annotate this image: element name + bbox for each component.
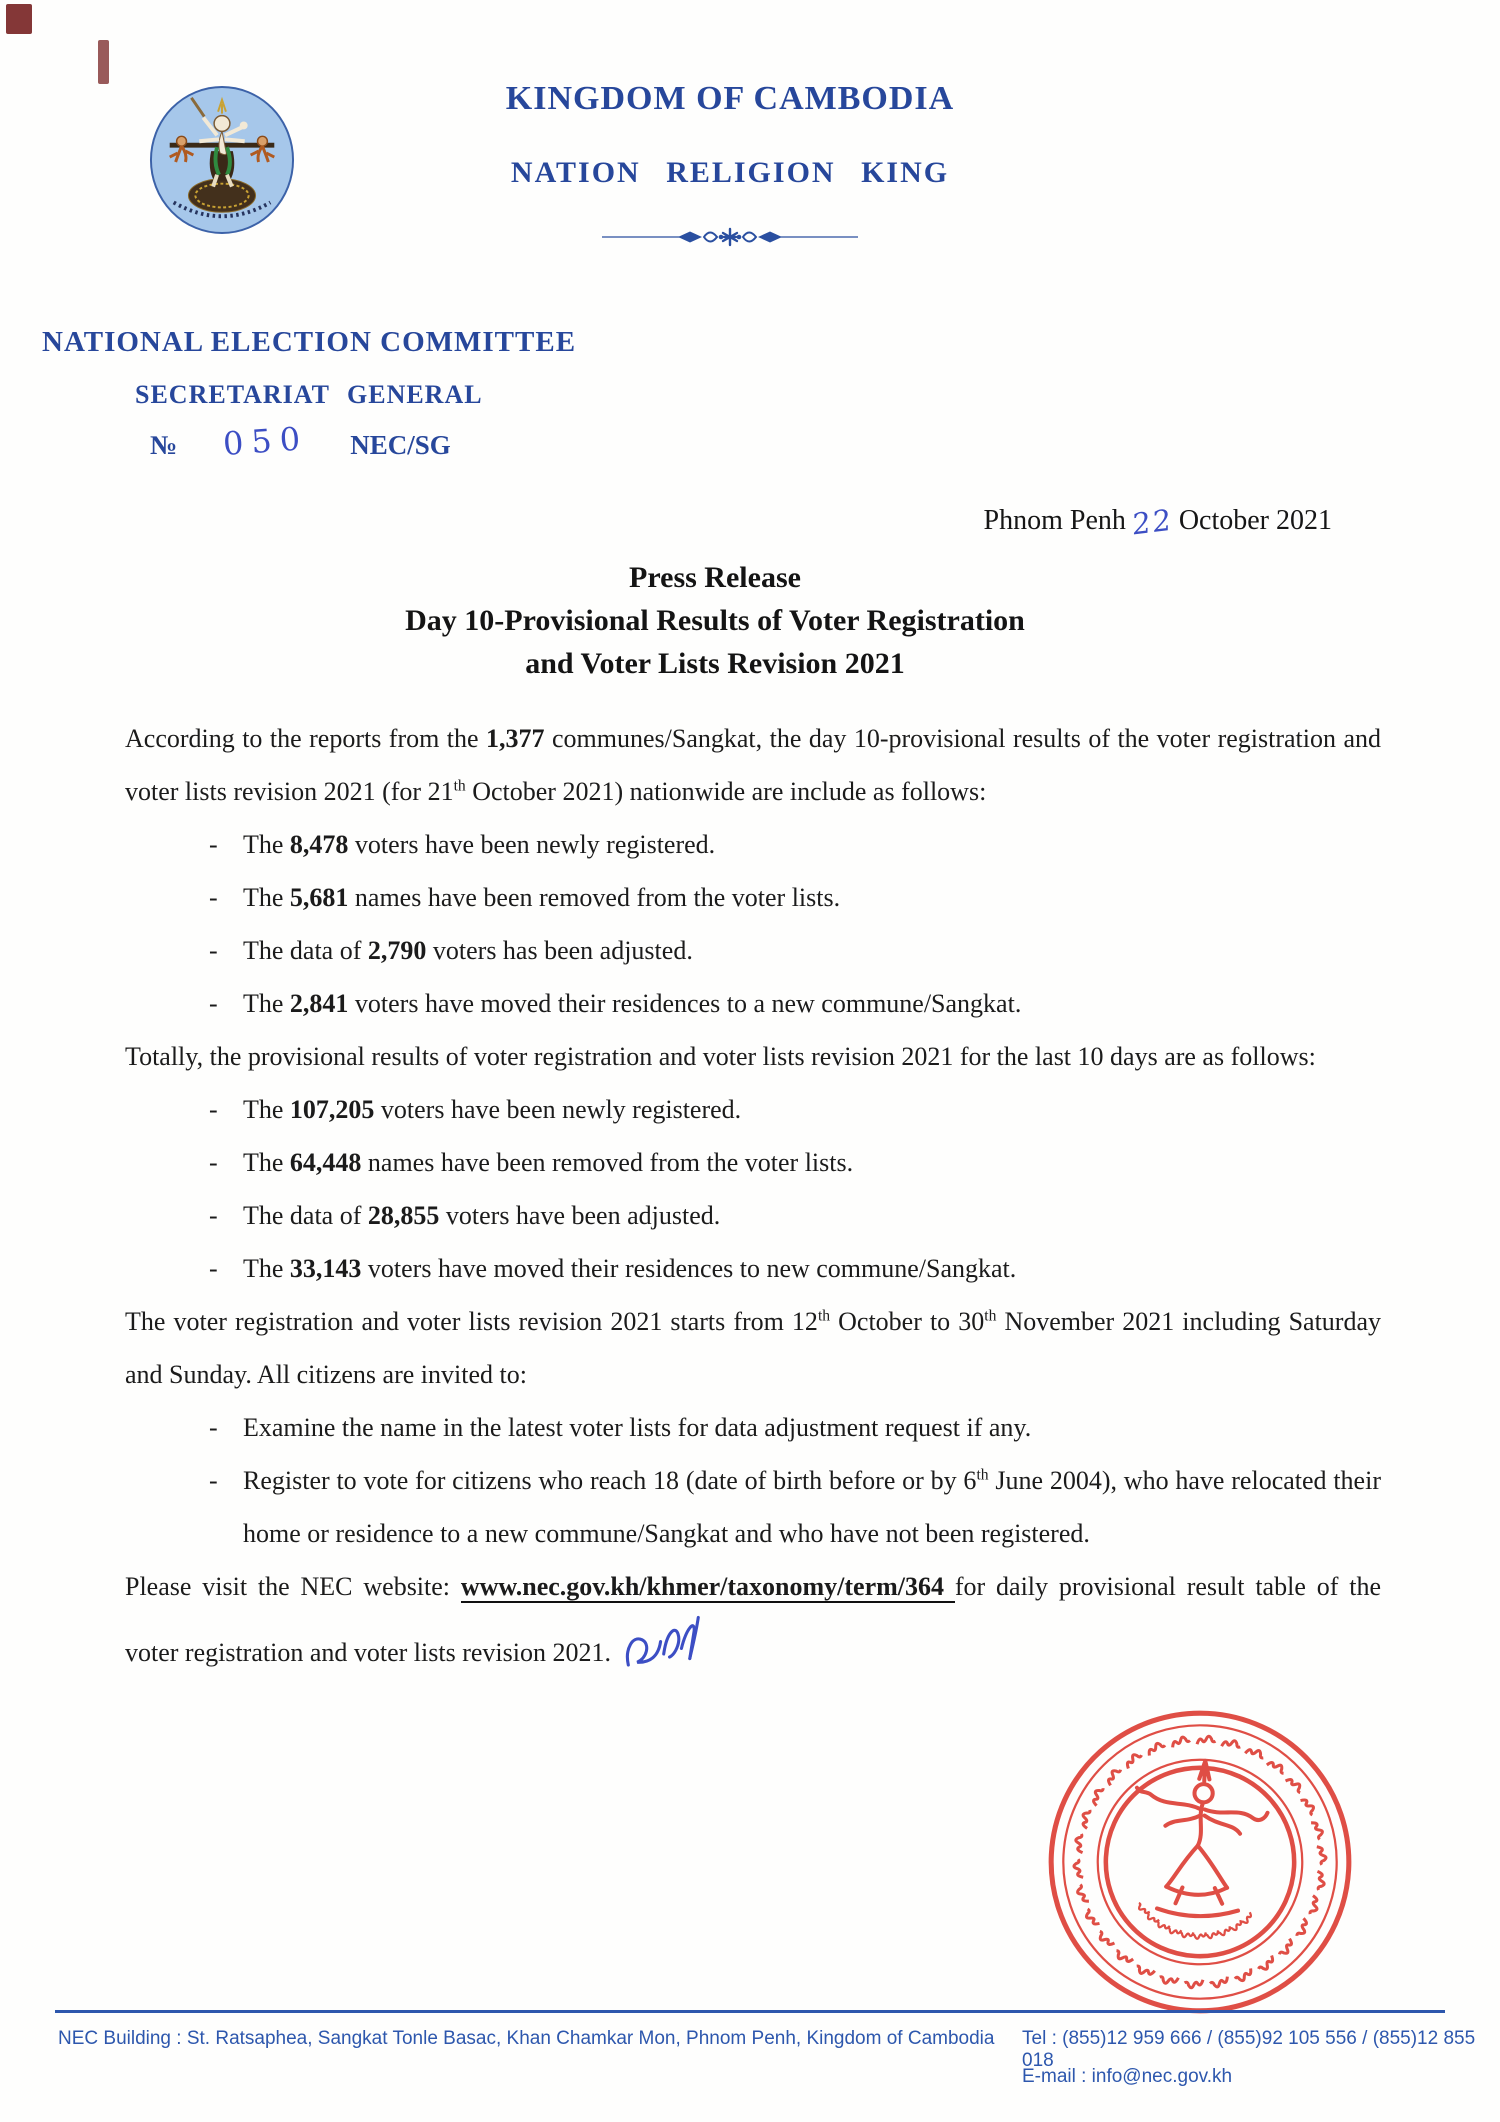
text-segment: th	[976, 1466, 989, 1484]
bullet-dash: -	[209, 1254, 218, 1283]
text-segment: th	[817, 1307, 831, 1325]
text-segment: 2,841	[289, 989, 349, 1018]
text-segment: The voter registration and voter lists revision 2021 starts from 12	[125, 1307, 818, 1336]
bullet-text	[243, 1454, 1381, 1560]
paragraph	[125, 1295, 1381, 1401]
text-segment: th	[453, 777, 466, 795]
bullet-text	[243, 924, 1381, 977]
text-segment: November 2021 including Saturday and Sunday. All citizens are invited to:	[125, 1307, 1381, 1389]
bullet-item	[125, 1189, 1381, 1242]
bullet-item	[125, 818, 1381, 871]
bullet-item	[125, 1401, 1381, 1454]
stamp-rings	[1044, 1706, 1357, 2019]
text-segment: 33,143	[289, 1254, 362, 1283]
text-segment: June 2004), who have relocated their home or residence to a new commune/Sangkat and who have not been registered.	[243, 1466, 1381, 1548]
footer-divider	[55, 2010, 1445, 2013]
handwritten-day: 22	[1131, 502, 1173, 542]
footer-telephone: Tel : (855)12 959 666 / (855)92 105 556 / (855)12 855 018	[1022, 2028, 1476, 2071]
text-segment: 8,478	[289, 830, 349, 859]
bullet-item	[125, 924, 1381, 977]
text-segment: Please visit the NEC website:	[125, 1572, 461, 1601]
bullet-item	[125, 1083, 1381, 1136]
bullet-dash: -	[209, 883, 218, 912]
text-segment: voters have moved their residences to new commune/Sangkat.	[361, 1254, 1017, 1283]
footer-email: E-mail : info@nec.gov.kh	[1022, 2066, 1233, 2087]
title-line-1: Press Release	[629, 561, 801, 594]
bullet-text	[243, 871, 1381, 924]
text-segment: 28,855	[367, 1201, 440, 1230]
paragraph	[125, 1560, 1381, 1679]
dateline-month-year: October 2021	[1178, 505, 1332, 536]
bullet-text	[243, 1189, 1381, 1242]
bullet-dash: -	[209, 1466, 218, 1495]
text-segment: voters have moved their residences to a new commune/Sangkat.	[348, 989, 1022, 1018]
scan-artifact	[6, 4, 32, 34]
bullet-dash: -	[209, 1148, 218, 1177]
text-segment: The	[243, 1095, 290, 1124]
paragraph	[125, 712, 1381, 818]
kingdom-title: KINGDOM OF CAMBODIA	[505, 80, 955, 117]
text-segment: October 2021) nationwide are include as follows:	[465, 777, 987, 806]
dateline-place: Phnom Penh	[983, 505, 1126, 536]
text-segment: names have been removed from the voter lists.	[348, 883, 841, 912]
paragraph	[125, 1030, 1381, 1083]
bullet-dash: -	[209, 1201, 218, 1230]
bullet-text	[243, 977, 1381, 1030]
text-segment: The data of	[243, 936, 368, 965]
text-segment: 64,448	[289, 1148, 362, 1177]
title-line-3: and Voter Lists Revision 2021	[525, 647, 905, 680]
text-segment: The	[243, 1254, 290, 1283]
stamp-inner-script	[1135, 1901, 1255, 1942]
number-symbol: №	[150, 430, 178, 460]
text-segment: 1,377	[486, 724, 545, 753]
text-segment: October to 30	[830, 1307, 985, 1336]
text-segment: names have been removed from the voter lists.	[361, 1148, 854, 1177]
bullet-item	[125, 977, 1381, 1030]
bullet-item	[125, 1136, 1381, 1189]
bullet-item	[125, 871, 1381, 924]
secretariat-general: SECRETARIAT GENERAL	[135, 380, 483, 409]
nec-emblem-logo	[148, 84, 296, 236]
bullet-dash: -	[209, 1095, 218, 1124]
bullet-text	[243, 1242, 1381, 1295]
text-segment: 2,790	[367, 936, 427, 965]
bullet-dash: -	[209, 936, 218, 965]
text-segment: voters have been newly registered.	[374, 1095, 742, 1124]
official-red-stamp	[1030, 1692, 1371, 2033]
nec-website-link[interactable]: www.nec.gov.kh/khmer/taxonomy/term/364	[460, 1572, 955, 1601]
committee-name: NATIONAL ELECTION COMMITTEE	[42, 326, 577, 358]
footer-address: NEC Building : St. Ratsaphea, Sangkat Tonle Basac, Khan Chamkar Mon, Phnom Penh, Kingdom of Cambodia	[58, 2028, 995, 2049]
handwritten-signature	[618, 1608, 724, 1682]
text-segment: Register to vote for citizens who reach 18 (date of birth before or by 6	[243, 1466, 977, 1495]
text-segment: Examine the name in the latest voter lists for data adjustment request if any.	[243, 1413, 1032, 1442]
text-segment: 107,205	[289, 1095, 375, 1124]
text-segment: Totally, the provisional results of voter registration and voter lists revision 2021 for the last 10 days are as follows:	[125, 1042, 1316, 1071]
text-segment: communes/Sangkat, the day 10-provisional results of the voter registration and voter lists revision 2021 (for 21	[125, 724, 1381, 806]
text-segment: The	[243, 830, 290, 859]
text-segment: voters has been adjusted.	[426, 936, 693, 965]
text-segment: The data of	[243, 1201, 368, 1230]
bullet-dash: -	[209, 1413, 218, 1442]
text-segment: voters have been newly registered.	[348, 830, 716, 859]
text-segment: The	[243, 883, 290, 912]
text-segment: th	[984, 1307, 997, 1325]
bullet-text	[243, 818, 1381, 871]
bullet-item	[125, 1242, 1381, 1295]
bullet-dash: -	[209, 989, 218, 1018]
text-segment: voters have been adjusted.	[439, 1201, 721, 1230]
text-segment: for daily provisional result table of the voter registration and voter lists revision 2021.	[125, 1572, 1381, 1667]
title-line-2: Day 10-Provisional Results of Voter Registration	[405, 604, 1025, 637]
handwritten-doc-number: 050	[221, 419, 310, 463]
document-number-line	[150, 419, 451, 463]
text-segment: The	[243, 989, 290, 1018]
national-motto: NATION RELIGION KING	[510, 156, 950, 189]
text-segment: According to the reports from the	[125, 724, 487, 753]
bullet-text	[243, 1136, 1381, 1189]
dateline	[900, 502, 1332, 542]
ornament-divider	[600, 226, 860, 248]
document-title	[285, 556, 1145, 685]
bullet-text	[243, 1083, 1381, 1136]
text-segment: 5,681	[289, 883, 349, 912]
document-body	[125, 712, 1381, 1679]
scan-artifact	[98, 40, 109, 84]
text-segment: The	[243, 1148, 290, 1177]
number-suffix: NEC/SG	[350, 430, 451, 460]
bullet-dash: -	[209, 830, 218, 859]
bullet-text	[243, 1401, 1381, 1454]
bullet-item	[125, 1454, 1381, 1560]
